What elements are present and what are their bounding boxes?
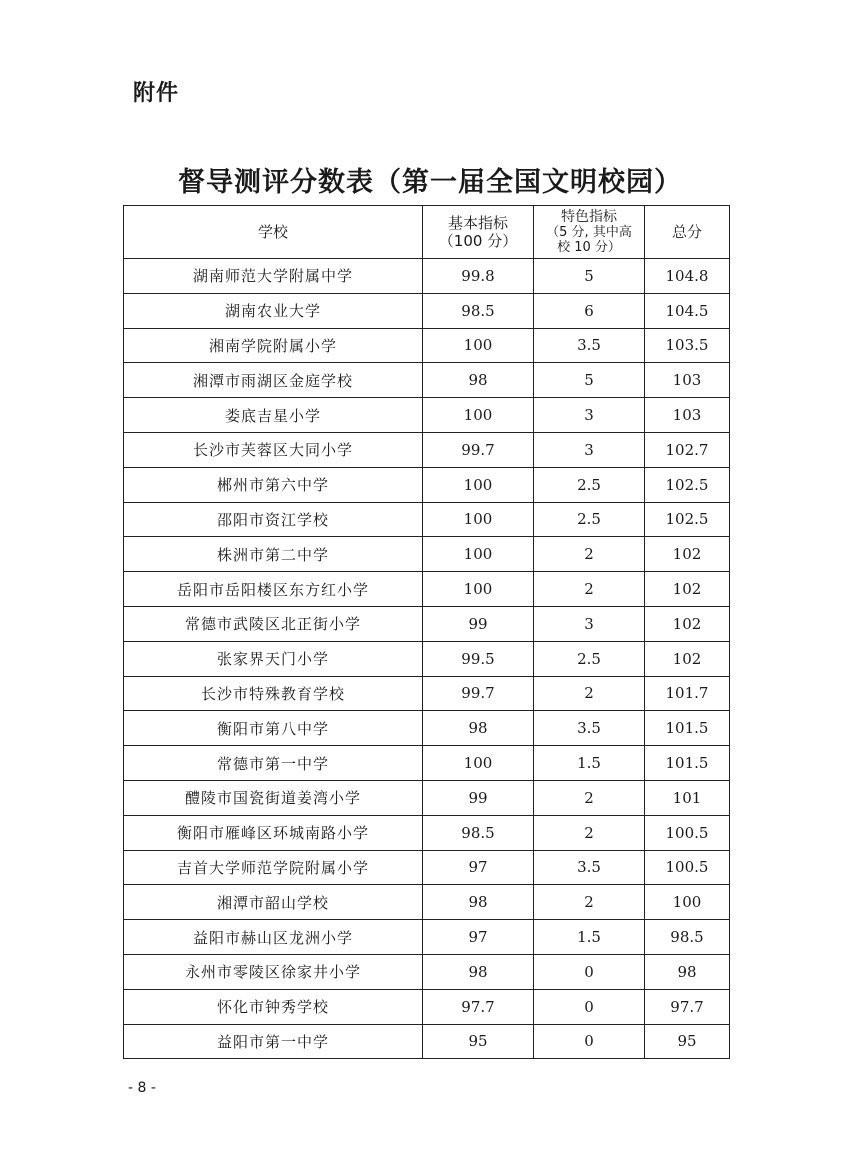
cell-feature: 2.5	[534, 641, 645, 676]
cell-feature: 1.5	[534, 920, 645, 955]
table-row	[124, 572, 730, 607]
cell-feature: 2	[534, 537, 645, 572]
cell-basic: 100	[423, 398, 534, 433]
header-basic-indicator	[423, 206, 534, 259]
cell-school: 益阳市赫山区龙洲小学	[124, 920, 423, 955]
cell-basic: 99	[423, 780, 534, 815]
cell-school: 郴州市第六中学	[124, 467, 423, 502]
cell-total: 101	[645, 780, 730, 815]
header-feature-indicator	[534, 206, 645, 259]
cell-school: 衡阳市第八中学	[124, 711, 423, 746]
table-row	[124, 467, 730, 502]
table-row	[124, 676, 730, 711]
table-row	[124, 815, 730, 850]
cell-total: 102.5	[645, 502, 730, 537]
header-school: 学校	[124, 206, 423, 259]
cell-basic: 99	[423, 606, 534, 641]
cell-basic: 98	[423, 363, 534, 398]
cell-feature: 2	[534, 885, 645, 920]
cell-basic: 98.5	[423, 815, 534, 850]
header-feature-line2: （5 分, 其中高	[546, 224, 632, 240]
cell-school: 邵阳市资江学校	[124, 502, 423, 537]
cell-total: 100.5	[645, 850, 730, 885]
cell-total: 95	[645, 1024, 730, 1059]
cell-feature: 0	[534, 954, 645, 989]
cell-basic: 99.5	[423, 641, 534, 676]
table-row	[124, 780, 730, 815]
cell-total: 101.5	[645, 746, 730, 781]
cell-school: 长沙市芙蓉区大同小学	[124, 432, 423, 467]
cell-school: 湘潭市韶山学校	[124, 885, 423, 920]
cell-feature: 3.5	[534, 850, 645, 885]
cell-school: 常德市第一中学	[124, 746, 423, 781]
cell-total: 100.5	[645, 815, 730, 850]
cell-basic: 98	[423, 711, 534, 746]
cell-feature: 2	[534, 780, 645, 815]
cell-feature: 0	[534, 989, 645, 1024]
cell-total: 102	[645, 537, 730, 572]
table-row	[124, 606, 730, 641]
cell-school: 湖南师范大学附属中学	[124, 259, 423, 294]
table-row	[124, 259, 730, 294]
cell-basic: 100	[423, 537, 534, 572]
cell-feature: 3	[534, 432, 645, 467]
cell-feature: 5	[534, 363, 645, 398]
cell-school: 益阳市第一中学	[124, 1024, 423, 1059]
cell-school: 株洲市第二中学	[124, 537, 423, 572]
cell-school: 岳阳市岳阳楼区东方红小学	[124, 572, 423, 607]
attachment-label: 附件	[133, 81, 180, 106]
table-row	[124, 502, 730, 537]
cell-total: 103	[645, 363, 730, 398]
header-feature-line1: 特色指标	[561, 208, 617, 225]
table-row	[124, 885, 730, 920]
cell-feature: 2	[534, 572, 645, 607]
cell-total: 102.7	[645, 432, 730, 467]
cell-total: 104.5	[645, 293, 730, 328]
cell-basic: 100	[423, 467, 534, 502]
cell-total: 102	[645, 641, 730, 676]
cell-total: 101.7	[645, 676, 730, 711]
table-row	[124, 746, 730, 781]
cell-basic: 100	[423, 746, 534, 781]
cell-feature: 2	[534, 815, 645, 850]
header-basic-line2: （100 分）	[438, 232, 518, 250]
table-row	[124, 711, 730, 746]
cell-basic: 98.5	[423, 293, 534, 328]
cell-feature: 3.5	[534, 711, 645, 746]
table-row	[124, 1024, 730, 1059]
cell-basic: 99.7	[423, 432, 534, 467]
cell-total: 97.7	[645, 989, 730, 1024]
cell-basic: 100	[423, 328, 534, 363]
cell-basic: 100	[423, 502, 534, 537]
table-row	[124, 850, 730, 885]
cell-school: 衡阳市雁峰区环城南路小学	[124, 815, 423, 850]
table-row	[124, 432, 730, 467]
table-header-row	[124, 206, 730, 259]
page-title: 督导测评分数表（第一届全国文明校园）	[178, 167, 682, 198]
cell-school: 醴陵市国瓷街道姜湾小学	[124, 780, 423, 815]
cell-total: 102	[645, 572, 730, 607]
cell-school: 湘南学院附属小学	[124, 328, 423, 363]
table-row	[124, 293, 730, 328]
table-row	[124, 328, 730, 363]
table-row	[124, 398, 730, 433]
cell-basic: 98	[423, 885, 534, 920]
cell-school: 湘潭市雨湖区金庭学校	[124, 363, 423, 398]
cell-basic: 95	[423, 1024, 534, 1059]
cell-total: 101.5	[645, 711, 730, 746]
header-basic-line1: 基本指标	[447, 214, 508, 232]
cell-total: 98	[645, 954, 730, 989]
cell-basic: 100	[423, 572, 534, 607]
cell-school: 娄底吉星小学	[124, 398, 423, 433]
cell-feature: 5	[534, 259, 645, 294]
cell-basic: 97	[423, 850, 534, 885]
cell-total: 102.5	[645, 467, 730, 502]
cell-school: 张家界天门小学	[124, 641, 423, 676]
cell-basic: 99.7	[423, 676, 534, 711]
cell-school: 永州市零陵区徐家井小学	[124, 954, 423, 989]
table-row	[124, 363, 730, 398]
cell-school: 湖南农业大学	[124, 293, 423, 328]
cell-feature: 3.5	[534, 328, 645, 363]
cell-basic: 99.8	[423, 259, 534, 294]
cell-feature: 2.5	[534, 502, 645, 537]
cell-feature: 1.5	[534, 746, 645, 781]
cell-feature: 3	[534, 398, 645, 433]
table-row	[124, 920, 730, 955]
cell-school: 怀化市钟秀学校	[124, 989, 423, 1024]
cell-feature: 2.5	[534, 467, 645, 502]
cell-total: 103	[645, 398, 730, 433]
cell-total: 98.5	[645, 920, 730, 955]
cell-basic: 97	[423, 920, 534, 955]
cell-school: 吉首大学师范学院附属小学	[124, 850, 423, 885]
score-table	[123, 205, 730, 1059]
table-row	[124, 537, 730, 572]
page-number: - 8 -	[128, 1080, 156, 1096]
cell-total: 104.8	[645, 259, 730, 294]
cell-total: 103.5	[645, 328, 730, 363]
cell-total: 102	[645, 606, 730, 641]
cell-basic: 98	[423, 954, 534, 989]
cell-feature: 3	[534, 606, 645, 641]
cell-feature: 6	[534, 293, 645, 328]
header-total: 总分	[645, 206, 730, 259]
table-row	[124, 954, 730, 989]
cell-feature: 2	[534, 676, 645, 711]
cell-school: 常德市武陵区北正街小学	[124, 606, 423, 641]
table-body	[124, 259, 730, 1059]
cell-feature: 0	[534, 1024, 645, 1059]
cell-total: 100	[645, 885, 730, 920]
table-row	[124, 989, 730, 1024]
cell-school: 长沙市特殊教育学校	[124, 676, 423, 711]
table-row	[124, 641, 730, 676]
cell-basic: 97.7	[423, 989, 534, 1024]
header-feature-line3: 校 10 分）	[557, 239, 621, 255]
